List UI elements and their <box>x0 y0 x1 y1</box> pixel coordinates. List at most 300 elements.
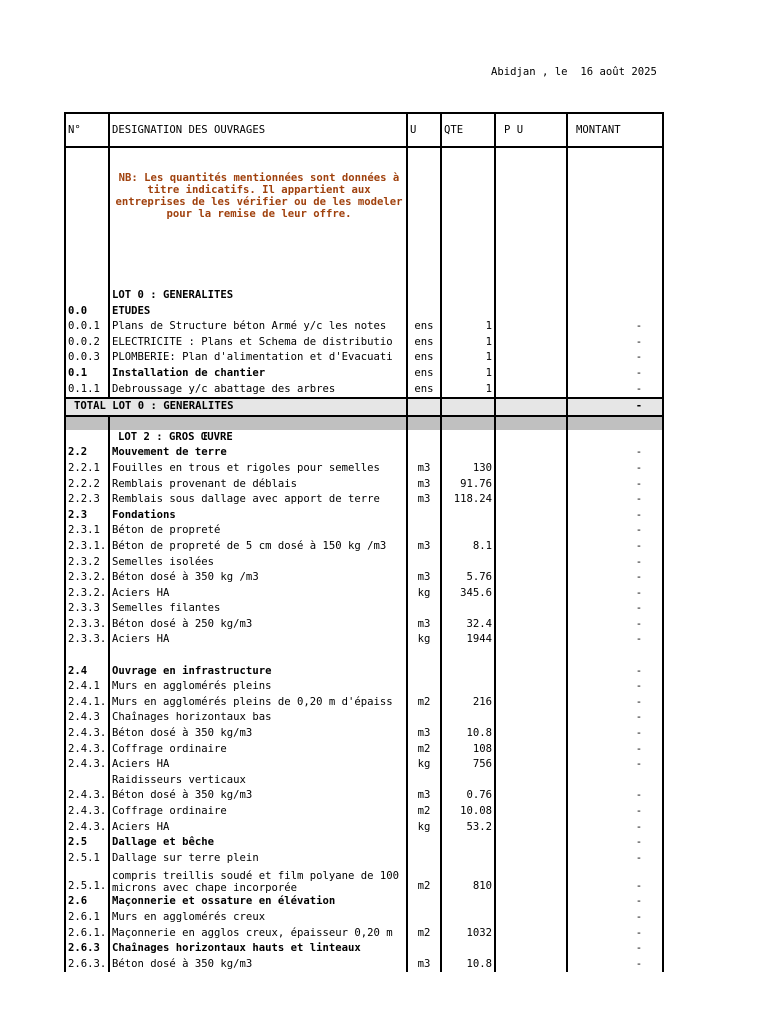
note-cell-num <box>65 147 109 288</box>
item-unit: m2 <box>407 866 441 894</box>
item-quantity <box>441 445 495 461</box>
item-amount <box>567 288 663 304</box>
item-unit-price <box>495 788 567 804</box>
item-designation: Murs en agglomérés pleins <box>109 679 407 695</box>
item-designation: Aciers HA <box>109 757 407 773</box>
item-designation: Debroussage y/c abattage des arbres <box>109 382 407 399</box>
item-amount: - <box>567 804 663 820</box>
table-row <box>65 555 663 571</box>
table-row <box>65 632 663 648</box>
table-row <box>65 757 663 773</box>
item-unit <box>407 555 441 571</box>
item-unit-price <box>495 664 567 680</box>
item-designation: Aciers HA <box>109 632 407 648</box>
item-designation: LOT 0 : GENERALITES <box>109 288 407 304</box>
item-unit <box>407 398 441 416</box>
item-designation: Mouvement de terre <box>109 445 407 461</box>
item-unit <box>407 304 441 320</box>
table-row <box>65 586 663 602</box>
item-unit <box>407 664 441 680</box>
item-quantity: 10.08 <box>441 804 495 820</box>
table-row <box>65 894 663 910</box>
item-amount: - <box>567 835 663 851</box>
item-amount <box>567 416 663 430</box>
item-quantity <box>441 941 495 957</box>
item-unit: ens <box>407 366 441 382</box>
item-designation: Dallage sur terre plein <box>109 851 407 867</box>
item-quantity: 10.8 <box>441 957 495 973</box>
item-amount: - <box>567 820 663 836</box>
note-cell-unit <box>407 147 441 288</box>
item-amount: - <box>567 910 663 926</box>
item-code: 2.4.1 <box>65 679 109 695</box>
quantities-note: NB: Les quantités mentionnées sont données à titre indicatifs. Il appartient aux entreprises de les vérifier ou de les modeler pour la remise de leur offre. <box>109 147 407 288</box>
item-code: 2.2.2 <box>65 477 109 493</box>
item-quantity <box>441 648 495 664</box>
item-amount: - <box>567 477 663 493</box>
item-code: 2.4.3 <box>65 710 109 726</box>
table-row <box>65 742 663 758</box>
item-unit-price <box>495 632 567 648</box>
table-row <box>65 335 663 351</box>
item-unit-price <box>495 508 567 524</box>
item-amount: - <box>567 726 663 742</box>
item-code: 2.4.3. <box>65 820 109 836</box>
item-unit: m2 <box>407 695 441 711</box>
item-amount: - <box>567 366 663 382</box>
item-quantity <box>441 523 495 539</box>
item-code: 2.6.3 <box>65 941 109 957</box>
item-unit-price <box>495 648 567 664</box>
item-unit: m3 <box>407 957 441 973</box>
item-amount: - <box>567 350 663 366</box>
total-row <box>65 398 663 416</box>
table-row <box>65 366 663 382</box>
table-row <box>65 957 663 973</box>
table-row <box>65 319 663 335</box>
item-quantity: 345.6 <box>441 586 495 602</box>
item-code: 2.2 <box>65 445 109 461</box>
item-code: 2.5.1 <box>65 851 109 867</box>
item-amount: - <box>567 523 663 539</box>
item-unit-price <box>495 742 567 758</box>
item-unit-price <box>495 477 567 493</box>
item-unit-price <box>495 835 567 851</box>
item-code: 2.3.2. <box>65 586 109 602</box>
item-amount: - <box>567 586 663 602</box>
table-row <box>65 539 663 555</box>
item-amount: - <box>567 788 663 804</box>
item-unit <box>407 773 441 789</box>
item-designation: Béton dosé à 350 kg/m3 <box>109 957 407 973</box>
item-designation: Béton dosé à 350 kg /m3 <box>109 570 407 586</box>
item-quantity <box>441 910 495 926</box>
item-designation: TOTAL LOT 0 : GENERALITES <box>65 398 407 416</box>
item-designation: Béton dosé à 350 kg/m3 <box>109 788 407 804</box>
item-quantity <box>441 304 495 320</box>
item-quantity: 130 <box>441 461 495 477</box>
item-quantity: 1 <box>441 366 495 382</box>
item-unit-price <box>495 335 567 351</box>
item-quantity: 5.76 <box>441 570 495 586</box>
item-amount: - <box>567 319 663 335</box>
item-designation: Maçonnerie et ossature en élévation <box>109 894 407 910</box>
table-row <box>65 617 663 633</box>
item-quantity: 118.24 <box>441 492 495 508</box>
item-unit-price <box>495 617 567 633</box>
item-code <box>65 430 109 446</box>
item-designation: Semelles isolées <box>109 555 407 571</box>
item-unit: m2 <box>407 804 441 820</box>
item-quantity: 1 <box>441 382 495 399</box>
item-unit <box>407 710 441 726</box>
column-header-montant-label: MONTANT <box>576 124 621 136</box>
item-code: 2.4.3. <box>65 726 109 742</box>
table-row <box>65 648 663 664</box>
item-code: 2.6.3. <box>65 957 109 973</box>
table-row <box>65 835 663 851</box>
item-quantity: 1 <box>441 319 495 335</box>
item-unit: kg <box>407 820 441 836</box>
item-designation <box>109 648 407 664</box>
item-amount: - <box>567 601 663 617</box>
item-unit <box>407 416 441 430</box>
item-designation: Chaînages horizontaux bas <box>109 710 407 726</box>
item-designation: LOT 2 : GROS ŒUVRE <box>109 430 407 446</box>
item-code: 2.6.1. <box>65 926 109 942</box>
item-code: 2.3.2. <box>65 570 109 586</box>
item-unit: m3 <box>407 492 441 508</box>
item-amount: - <box>567 445 663 461</box>
table-row <box>65 477 663 493</box>
table-row <box>65 710 663 726</box>
item-designation: Fondations <box>109 508 407 524</box>
item-unit-price <box>495 445 567 461</box>
item-unit <box>407 508 441 524</box>
item-unit-price <box>495 539 567 555</box>
item-code: 2.4.1. <box>65 695 109 711</box>
item-unit <box>407 851 441 867</box>
item-unit-price <box>495 366 567 382</box>
item-quantity: 1 <box>441 350 495 366</box>
item-unit <box>407 648 441 664</box>
lot-header-row <box>65 288 663 304</box>
item-quantity: 1944 <box>441 632 495 648</box>
item-unit: kg <box>407 586 441 602</box>
note-cell-qte <box>441 147 495 288</box>
table-row <box>65 570 663 586</box>
item-unit-price <box>495 288 567 304</box>
item-unit-price <box>495 430 567 446</box>
item-amount: - <box>567 742 663 758</box>
item-unit-price <box>495 710 567 726</box>
item-unit-price <box>495 894 567 910</box>
item-unit: m2 <box>407 742 441 758</box>
item-amount: - <box>567 851 663 867</box>
item-code: 2.3.3. <box>65 617 109 633</box>
item-amount: - <box>567 492 663 508</box>
item-unit: m2 <box>407 926 441 942</box>
item-quantity <box>441 773 495 789</box>
item-amount <box>567 304 663 320</box>
column-header-designation: DESIGNATION DES OUVRAGES <box>109 113 407 147</box>
item-amount: - <box>567 926 663 942</box>
table-row <box>65 695 663 711</box>
item-unit-price <box>495 416 567 430</box>
item-quantity: 1 <box>441 335 495 351</box>
item-code: 2.6 <box>65 894 109 910</box>
item-code: 2.4.3. <box>65 742 109 758</box>
item-designation: Murs en agglomérés pleins de 0,20 m d'épaiss <box>109 695 407 711</box>
item-unit: m3 <box>407 617 441 633</box>
item-code: 0.1.1 <box>65 382 109 399</box>
item-quantity: 10.8 <box>441 726 495 742</box>
item-amount: - <box>567 710 663 726</box>
item-amount: - <box>567 570 663 586</box>
item-unit-price <box>495 601 567 617</box>
item-quantity: 108 <box>441 742 495 758</box>
item-code: 0.1 <box>65 366 109 382</box>
item-designation: Remblais provenant de déblais <box>109 477 407 493</box>
item-designation: Raidisseurs verticaux <box>109 773 407 789</box>
item-designation: Remblais sous dallage avec apport de terre <box>109 492 407 508</box>
document-date: 16 août 2025 <box>580 66 657 78</box>
item-unit: kg <box>407 632 441 648</box>
item-code: 2.5 <box>65 835 109 851</box>
item-unit: m3 <box>407 461 441 477</box>
item-code: 0.0.2 <box>65 335 109 351</box>
item-unit: kg <box>407 757 441 773</box>
item-unit-price <box>495 523 567 539</box>
item-unit-price <box>495 910 567 926</box>
table-row <box>65 820 663 836</box>
item-unit-price <box>495 726 567 742</box>
item-quantity <box>441 835 495 851</box>
item-unit-price <box>495 820 567 836</box>
item-code: 2.3 <box>65 508 109 524</box>
item-unit-price <box>495 398 567 416</box>
item-quantity: 1032 <box>441 926 495 942</box>
item-designation: Murs en agglomérés creux <box>109 910 407 926</box>
item-unit-price <box>495 555 567 571</box>
item-unit: ens <box>407 319 441 335</box>
table-row <box>65 523 663 539</box>
item-unit-price <box>495 586 567 602</box>
item-amount: - <box>567 632 663 648</box>
item-quantity <box>441 398 495 416</box>
item-quantity <box>441 555 495 571</box>
item-quantity <box>441 430 495 446</box>
item-code <box>65 416 109 430</box>
item-unit: ens <box>407 350 441 366</box>
item-unit-price <box>495 957 567 973</box>
item-unit-price <box>495 695 567 711</box>
table-row <box>65 304 663 320</box>
item-code: 2.3.3. <box>65 632 109 648</box>
table-row <box>65 679 663 695</box>
item-designation: Semelles filantes <box>109 601 407 617</box>
table-row <box>65 866 663 894</box>
item-unit-price <box>495 851 567 867</box>
item-designation: Coffrage ordinaire <box>109 804 407 820</box>
item-quantity <box>441 664 495 680</box>
column-header-qte: QTE <box>441 113 495 147</box>
column-header-pu-label: P U <box>504 124 524 136</box>
item-quantity: 0.76 <box>441 788 495 804</box>
item-quantity: 810 <box>441 866 495 894</box>
item-unit-price <box>495 757 567 773</box>
item-code: 2.3.2 <box>65 555 109 571</box>
item-unit-price <box>495 382 567 399</box>
item-amount: - <box>567 695 663 711</box>
item-code: 2.2.1 <box>65 461 109 477</box>
item-amount: - <box>567 941 663 957</box>
item-designation: Ouvrage en infrastructure <box>109 664 407 680</box>
table-row <box>65 445 663 461</box>
item-amount <box>567 773 663 789</box>
item-code: 0.0.3 <box>65 350 109 366</box>
column-header-row <box>65 113 663 147</box>
item-unit-price <box>495 570 567 586</box>
item-quantity: 32.4 <box>441 617 495 633</box>
item-quantity: 216 <box>441 695 495 711</box>
table-row <box>65 804 663 820</box>
item-amount: - <box>567 461 663 477</box>
item-unit <box>407 430 441 446</box>
item-unit <box>407 445 441 461</box>
item-code: 2.3.1. <box>65 539 109 555</box>
item-code: 2.3.1 <box>65 523 109 539</box>
note-cell-montant <box>567 147 663 288</box>
table-row <box>65 492 663 508</box>
column-header-pu <box>495 113 567 147</box>
item-unit <box>407 941 441 957</box>
item-unit: m3 <box>407 477 441 493</box>
item-designation: Chaînages horizontaux hauts et linteaux <box>109 941 407 957</box>
column-header-num: N° <box>65 113 109 147</box>
item-unit-price <box>495 350 567 366</box>
item-code <box>65 773 109 789</box>
table-row <box>65 910 663 926</box>
item-designation: Coffrage ordinaire <box>109 742 407 758</box>
table-row <box>65 350 663 366</box>
item-code: 2.5.1. <box>65 866 109 894</box>
table-row <box>65 788 663 804</box>
item-quantity <box>441 601 495 617</box>
item-code: 0.0.1 <box>65 319 109 335</box>
item-quantity <box>441 416 495 430</box>
item-amount: - <box>567 957 663 973</box>
item-unit-price <box>495 773 567 789</box>
item-amount: - <box>567 757 663 773</box>
table-row <box>65 926 663 942</box>
item-amount: - <box>567 866 663 894</box>
table-row <box>65 382 663 399</box>
item-quantity: 91.76 <box>441 477 495 493</box>
item-designation: Béton dosé à 250 kg/m3 <box>109 617 407 633</box>
item-code <box>65 648 109 664</box>
item-designation: Fouilles en trous et rigoles pour semelles <box>109 461 407 477</box>
table-row <box>65 508 663 524</box>
table-row <box>65 664 663 680</box>
item-unit-price <box>495 304 567 320</box>
item-quantity <box>441 851 495 867</box>
item-unit: ens <box>407 382 441 399</box>
item-designation: Béton dosé à 350 kg/m3 <box>109 726 407 742</box>
item-unit <box>407 601 441 617</box>
item-amount: - <box>567 555 663 571</box>
item-quantity <box>441 710 495 726</box>
note-cell-pu <box>495 147 567 288</box>
item-unit <box>407 679 441 695</box>
item-unit-price <box>495 926 567 942</box>
item-amount: - <box>567 679 663 695</box>
item-unit-price <box>495 866 567 894</box>
item-designation <box>109 416 407 430</box>
item-code: 0.0 <box>65 304 109 320</box>
item-designation: Installation de chantier <box>109 366 407 382</box>
item-unit: ens <box>407 335 441 351</box>
note-row <box>65 147 663 288</box>
table-row <box>65 416 663 430</box>
item-designation: Maçonnerie en agglos creux, épaisseur 0,20 m <box>109 926 407 942</box>
table-row <box>65 773 663 789</box>
item-designation: Aciers HA <box>109 586 407 602</box>
item-unit: m3 <box>407 788 441 804</box>
date-line <box>491 66 657 78</box>
item-designation: Béton de propreté <box>109 523 407 539</box>
item-unit: m3 <box>407 539 441 555</box>
item-amount: - <box>567 664 663 680</box>
item-code: 2.4 <box>65 664 109 680</box>
item-quantity <box>441 288 495 304</box>
item-amount: - <box>567 894 663 910</box>
item-unit <box>407 288 441 304</box>
item-amount: - <box>567 539 663 555</box>
item-amount: - <box>567 382 663 399</box>
item-quantity <box>441 894 495 910</box>
lot-header-row <box>65 430 663 446</box>
item-quantity: 53.2 <box>441 820 495 836</box>
table-row <box>65 851 663 867</box>
item-amount <box>567 430 663 446</box>
city-label: Abidjan , le <box>491 66 568 78</box>
item-code <box>65 288 109 304</box>
item-designation: PLOMBERIE: Plan d'alimentation et d'Evacuati <box>109 350 407 366</box>
table-row <box>65 941 663 957</box>
item-code: 2.4.3. <box>65 757 109 773</box>
item-code: 2.6.1 <box>65 910 109 926</box>
item-unit <box>407 835 441 851</box>
item-designation: compris treillis soudé et film polyane de 100 microns avec chape incorporée <box>109 866 407 894</box>
item-code: 2.3.3 <box>65 601 109 617</box>
item-unit-price <box>495 461 567 477</box>
item-quantity <box>441 508 495 524</box>
column-header-montant <box>567 113 663 147</box>
item-unit-price <box>495 492 567 508</box>
item-unit-price <box>495 941 567 957</box>
item-code: 2.4.3. <box>65 788 109 804</box>
item-designation: Plans de Structure béton Armé y/c les notes <box>109 319 407 335</box>
item-designation: ELECTRICITE : Plans et Schema de distributio <box>109 335 407 351</box>
table-row <box>65 461 663 477</box>
item-unit <box>407 910 441 926</box>
item-designation: ETUDES <box>109 304 407 320</box>
item-unit: m3 <box>407 726 441 742</box>
item-amount <box>567 648 663 664</box>
item-code: 2.4.3. <box>65 804 109 820</box>
item-quantity: 8.1 <box>441 539 495 555</box>
